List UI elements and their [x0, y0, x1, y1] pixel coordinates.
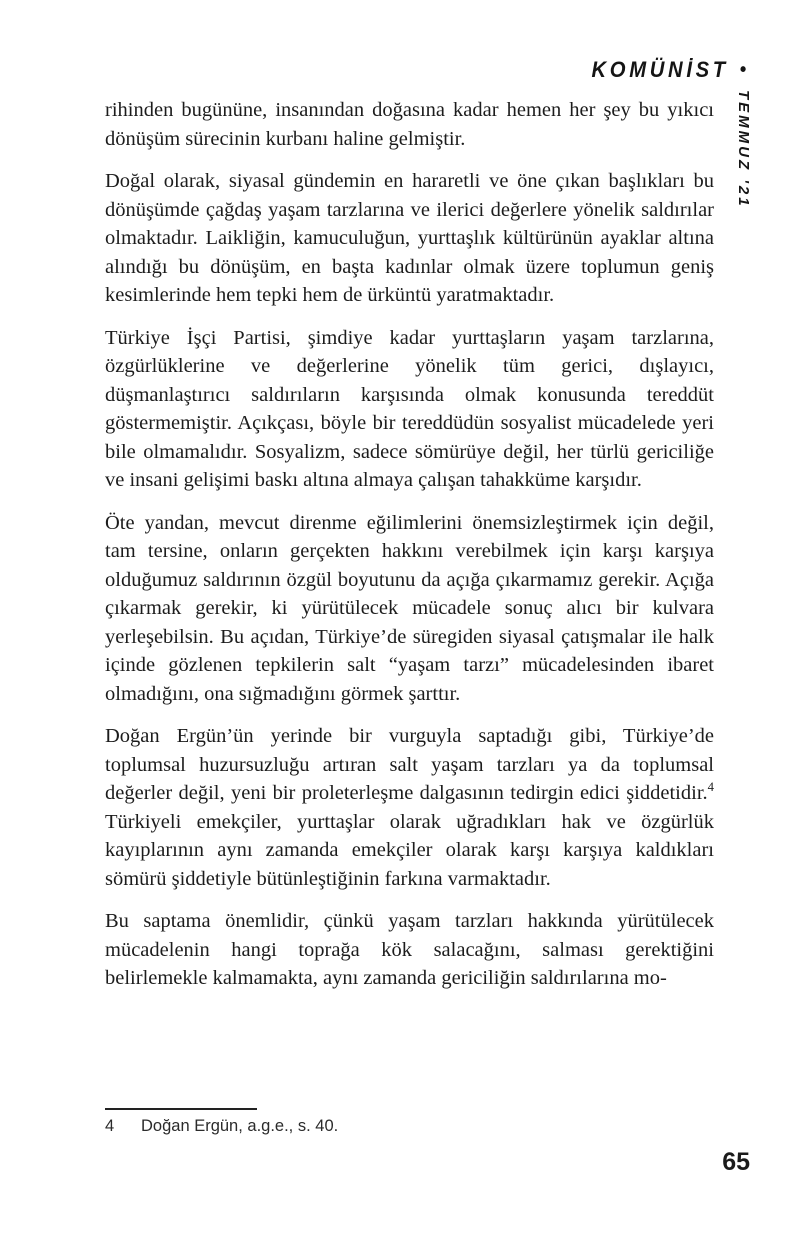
footnote — [105, 1117, 714, 1136]
issue-date-vertical: TEMMUZ '21 — [735, 90, 752, 209]
body-paragraph: Öte yandan, mevcut direnme eğilimlerini önemsizleştirmek için değil, tam tersine, onların gerçekten hakkını verebilmek için karşı karşıya olduğumuz saldırının özgül boyutunu da açığa çıkarmamız gerekir. Açığa çıkarmak gerekir, ki yürütülecek mücadele sonuç alıcı bir kulvara yerleşebilsin. Bu açıdan, Türkiye’de süregiden siyasal çatışmalar ile halk içinde gözlenen tepkilerin salt “yaşam tarzı” mücadelesinden ibaret olmadığını, ona sığmadığını görmek şarttır. — [105, 511, 714, 705]
page-number: 65 — [722, 1148, 750, 1176]
journal-title: KOMÜNİST — [591, 57, 729, 82]
body-paragraph: Doğan Ergün’ün yerinde bir vurguyla saptadığı gibi, Türkiye’de toplumsal huzursuzluğu artıran salt yaşam tarzları ya da toplumsal değerler değil, yeni bir proleterleşme dalgasının tedirgin edici şiddetidir.$^4$ Türkiyeli emekçiler, yurttaşlar olarak uğradıkları hak ve özgürlük kayıplarının aynı zamanda emekçiler olarak karşı karşıya kaldıkları sömürü şiddetiyle bütünleştiğinin farkına varmaktadır. — [105, 725, 714, 890]
running-head — [591, 57, 746, 83]
footnote-area — [105, 1108, 714, 1136]
footnote-divider — [105, 1108, 257, 1110]
footnote-number: 4 — [105, 1117, 115, 1135]
body-paragraph: Türkiye İşçi Partisi, şimdiye kadar yurttaşların yaşam tarzlarına, özgürlüklerine ve değerlerine yönelik tüm gerici, dışlayıcı, düşmanlaştırıcı saldırıların karşısında olmak konusunda tereddüt göstermemiştir. Açıkçası, böyle bir tereddüdün sosyalist mücadelede yeri bile olmamalıdır. Sosyalizm, sadece sömürüye değil, her türlü gericiliğe ve insani gelişimi baskı altına almaya çalışan tahakküme karşıdır. — [105, 326, 714, 491]
body-paragraph: Doğal olarak, siyasal gündemin en hararetli ve öne çıkan başlıkları bu dönüşümde çağdaş yaşam tarzlarına ve ilerici değerlere yönelik saldırılar olmaktadır. Laikliğin, kamuculuğun, yurttaşlık kültürünün ayaklar altına alındığı bu dönüşüm, en başta kadınlar olmak üzere toplumun geniş kesimlerinde hem tepki hem de ürküntü yaratmaktadır. — [105, 170, 714, 306]
footnote-text: Doğan Ergün, a.g.e., s. 40. — [141, 1117, 339, 1135]
body-paragraph: rihinden bugününe, insanından doğasına kadar hemen her şey bu yıkıcı dönüşüm sürecinin kurbanı haline gelmiştir. — [105, 99, 714, 150]
body-text — [105, 96, 714, 1098]
body-paragraph: Bu saptama önemlidir, çünkü yaşam tarzları hakkında yürütülecek mücadelenin hangi toprağa kök salacağını, salması gerektiğini belirlemekle kalmamakta, aynı zamanda gericiliğin saldırılarına mo- — [105, 910, 714, 989]
bullet-icon: • — [739, 58, 746, 81]
footnote-marker: 4 — [707, 780, 714, 795]
